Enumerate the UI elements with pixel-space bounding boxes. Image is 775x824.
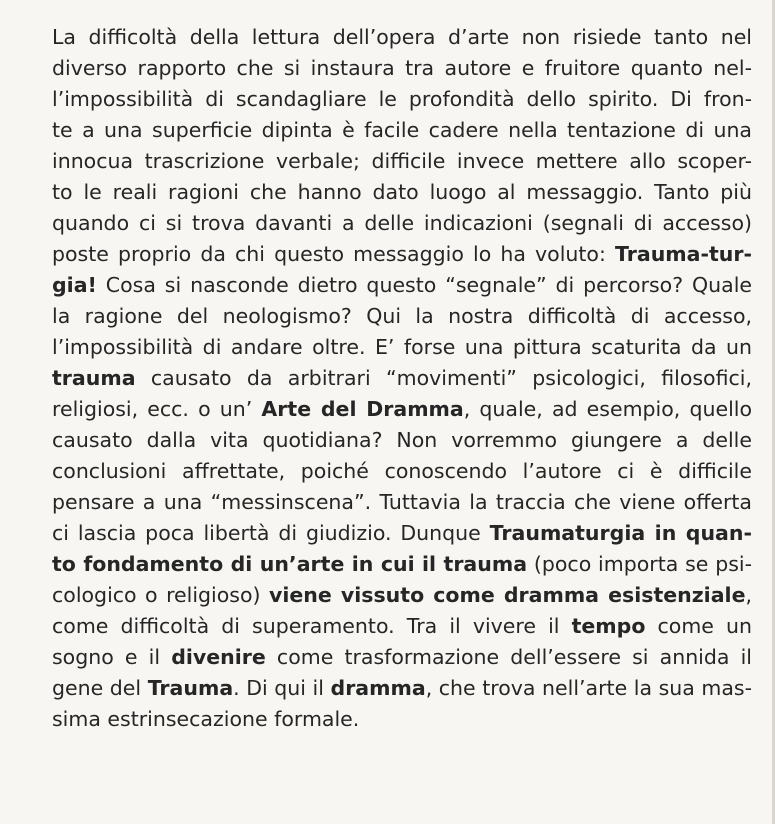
text-run: poste proprio da chi questo messaggio lo ha voluto: bbox=[52, 242, 616, 266]
text-line bbox=[52, 22, 752, 53]
text-run: religiosi, ecc. o un’ bbox=[52, 397, 262, 421]
text-run: l’impossibilità di andare oltre. E’ forse una pittura scaturita da un bbox=[52, 335, 752, 359]
text-run: gene del bbox=[52, 676, 148, 700]
text-line bbox=[52, 84, 752, 115]
text-line bbox=[52, 394, 752, 425]
text-run: Cosa si nasconde dietro questo “segnale” di percorso? Quale bbox=[96, 273, 752, 297]
text-run: La difficoltà della lettura dell’opera d’arte non risiede tanto nel bbox=[52, 25, 752, 49]
text-line bbox=[52, 642, 752, 673]
bold-run: Traumaturgia in quan- bbox=[489, 521, 752, 545]
text-line bbox=[52, 487, 752, 518]
text-run: , bbox=[745, 583, 752, 607]
text-line bbox=[52, 53, 752, 84]
text-run: pensare a una “messinscena”. Tuttavia la traccia che viene offerta bbox=[52, 490, 752, 514]
text-line bbox=[52, 208, 752, 239]
text-run: innocua trascrizione verbale; difficile invece mettere allo scoper- bbox=[52, 149, 752, 173]
text-run: come trasformazione dell’essere si annida il bbox=[265, 645, 752, 669]
text-line bbox=[52, 518, 752, 549]
text-line bbox=[52, 239, 752, 270]
bold-run: trauma bbox=[52, 366, 136, 390]
text-run: , quale, ad esempio, quello bbox=[463, 397, 752, 421]
text-run: (poco importa se psi- bbox=[527, 552, 752, 576]
text-run: causato da arbitrari “movimenti” psicologici, filosofici, bbox=[135, 366, 752, 390]
bold-run: gia! bbox=[52, 273, 97, 297]
text-line bbox=[52, 549, 752, 580]
text-run: quando ci si trova davanti a delle indicazioni (segnali di accesso) bbox=[52, 211, 752, 235]
text-run: causato dalla vita quotidiana? Non vorremmo giungere a delle bbox=[52, 428, 752, 452]
text-line bbox=[52, 704, 752, 735]
text-run: to le reali ragioni che hanno dato luogo al messaggio. Tanto più bbox=[52, 180, 752, 204]
text-line bbox=[52, 301, 752, 332]
text-run: . Di qui il bbox=[233, 676, 331, 700]
text-line bbox=[52, 611, 752, 642]
bold-run: Arte del Dramma bbox=[261, 397, 464, 421]
text-run: ci lascia poca libertà di giudizio. Dunque bbox=[52, 521, 490, 545]
text-run: la ragione del neologismo? Qui la nostra difficoltà di accesso, bbox=[52, 304, 752, 328]
text-run: conclusioni affrettate, poiché conoscendo l’autore ci è difficile bbox=[52, 459, 752, 483]
bold-run: tempo bbox=[571, 614, 646, 638]
text-run: sima estrinsecazione formale. bbox=[52, 707, 360, 731]
bold-run: divenire bbox=[171, 645, 266, 669]
text-line bbox=[52, 363, 752, 394]
text-run: cologico o religioso) bbox=[52, 583, 269, 607]
text-run: te a una superficie dipinta è facile cadere nella tentazione di una bbox=[52, 118, 752, 142]
bold-run: to fondamento di un’arte in cui il trauma bbox=[52, 552, 528, 576]
bold-run: dramma bbox=[330, 676, 426, 700]
text-run: sogno e il bbox=[52, 645, 172, 669]
text-line bbox=[52, 673, 752, 704]
bold-run: Trauma bbox=[147, 676, 234, 700]
text-line bbox=[52, 115, 752, 146]
text-run: come difficoltà di superamento. Tra il vivere il bbox=[52, 614, 572, 638]
text-run: , che trova nell’arte la sua mas- bbox=[425, 676, 752, 700]
text-run: come un bbox=[645, 614, 752, 638]
text-run: diverso rapporto che si instaura tra autore e fruitore quanto nel- bbox=[52, 56, 752, 80]
bold-run: Trauma-tur- bbox=[615, 242, 752, 266]
text-line bbox=[52, 332, 752, 363]
text-line bbox=[52, 456, 752, 487]
text-line bbox=[52, 270, 752, 301]
text-line bbox=[52, 146, 752, 177]
text-run: l’impossibilità di scandagliare le profondità dello spirito. Di fron- bbox=[52, 87, 752, 111]
text-line bbox=[52, 425, 752, 456]
text-line bbox=[52, 580, 752, 611]
bold-run: viene vissuto come dramma esistenziale bbox=[269, 583, 746, 607]
body-paragraph bbox=[52, 22, 752, 735]
text-line bbox=[52, 177, 752, 208]
